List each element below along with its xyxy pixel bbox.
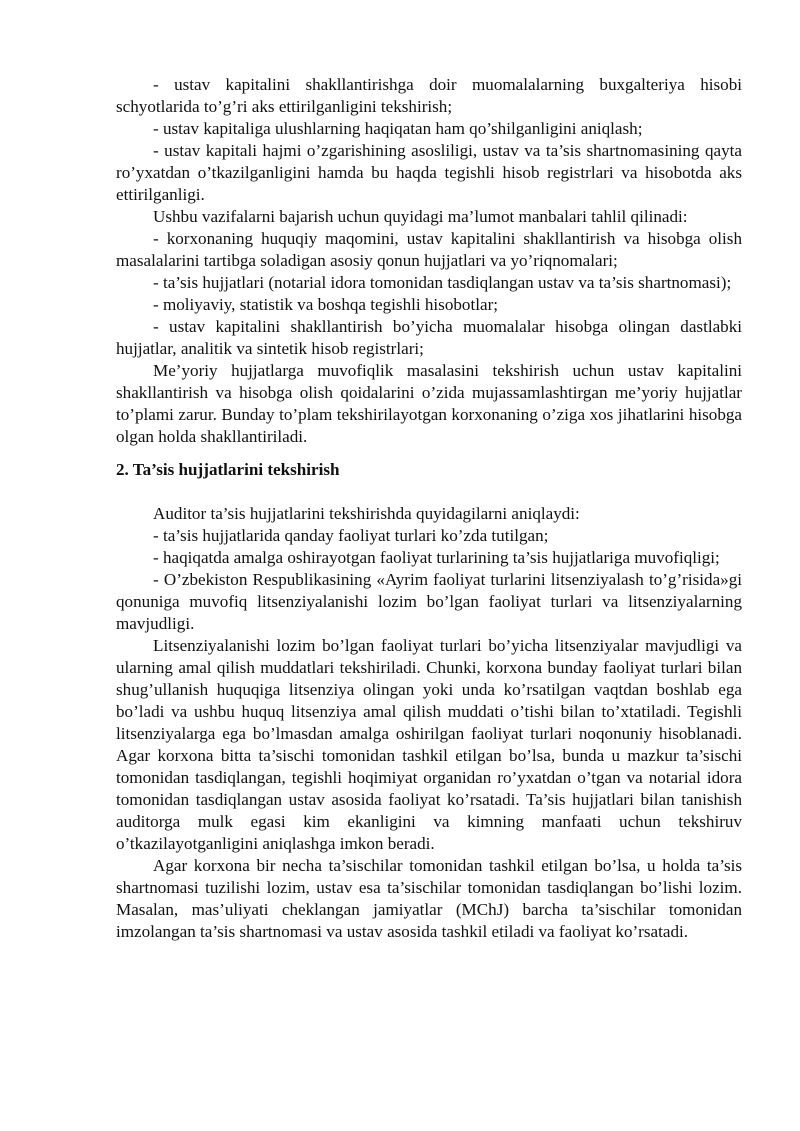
list-item-licensing-law: - O’zbekiston Respublikasining «Ayrim faoliyat turlarini litsenziyalash to’g’risida»gi qonuniga muvofiq litsenziyalanishi lozim bo’lgan faoliyat turlari va litsenziyalarning mavjudligi.	[116, 570, 742, 633]
list-item-share-contribution: - ustav kapitaliga ulushlarning haqiqatan ham qo’shilganligini aniqlash;	[153, 119, 643, 138]
list-item-primary-records: - ustav kapitalini shakllantirish bo’yicha muomalalar hisobga olingan dastlabki hujjatlar, analitik va sintetik hisob registrlari;	[116, 317, 742, 358]
paragraph-multiple-founders: Agar korxona bir necha ta’sischilar tomonidan tashkil etilgan bo’lsa, u holda ta’sis shartnomasi tuzilishi lozim, ustav esa ta’sischilar tomonidan tasdiqlangan bo’lishi lozim. Masalan, mas’uliyati cheklangan jamiyatlar (MChJ) barcha ta’sischilar tomonidan imzolangan ta’sis shartnomasi va ustav asosida tashkil etiladi va faoliyat ko’rsatadi.	[116, 856, 742, 941]
document-page	[116, 74, 742, 943]
list-item-actual-activity: - haqiqatda amalga oshirayotgan faoliyat turlarining ta’sis hujjatlariga muvofiqligi;	[153, 548, 720, 567]
list-item-activity-types: - ta’sis hujjatlarida qanday faoliyat turlari ko’zda tutilgan;	[153, 526, 549, 545]
paragraph-sources-intro: Ushbu vazifalarni bajarish uchun quyidagi ma’lumot manbalari tahlil qilinadi:	[153, 207, 688, 226]
list-item-founding-documents: - ta’sis hujjatlari (notarial idora tomonidan tasdiqlangan ustav va ta’sis shartnomasi);	[153, 273, 732, 292]
paragraph-licenses: Litsenziyalanishi lozim bo’lgan faoliyat turlari bo’yicha litsenziyalar mavjudligi va ularning amal qilish muddatlari tekshiriladi. Chunki, korxona bunday faoliyat turlari bilan shug’ullanish huquqiga litsenziya olingan yoki unda ko’rsatilgan vaqtdan boshlab ega bo’ladi va ushbu huquq litsenziya amal qilish muddati o’tishi bilan to’xtatiladi. Tegishli litsenziyalarga ega bo’lmasdan amalga oshirilgan faoliyat turlari noqonuniy hisoblanadi. Agar korxona bitta ta’sischi tomonidan tashkil etilgan bo’lsa, bunda u mazkur ta’sischi tomonidan tasdiqlangan, tegishli hoqimiyat organidan ro’yxatdan o’tgan va notarial idora tomonidan tasdiqlangan ustav asosida faoliyat ko’rsatadi. Ta’sis hujjatlari bilan tanishish auditorga mulk egasi kim ekanligini va kimning manfaati uchun tekshiruv o’tkazilayotganligini aniqlashga imkon beradi.	[116, 636, 742, 853]
list-item-capital-change: - ustav kapitali hajmi o’zgarishining asosliligi, ustav va ta’sis shartnomasining qayta ro’yxatdan o’tkazilganligini hamda bu haqda tegishli hisob registrlari va hisobotda aks ettirilganligi.	[116, 141, 742, 204]
list-item-legal-documents: - korxonaning huquqiy maqomini, ustav kapitalini shakllantirish va hisobga olish masalalarini tartibga soladigan asosiy qonun hujjatlari va yo’riqnomalari;	[116, 229, 742, 270]
paragraph-auditor-intro: Auditor ta’sis hujjatlarini tekshirishda quyidagilarni aniqlaydi:	[153, 504, 580, 523]
section-heading: 2. Ta’sis hujjatlarini tekshirish	[116, 460, 340, 479]
paragraph-normative-compliance: Me’yoriy hujjatlarga muvofiqlik masalasini tekshirish uchun ustav kapitalini shakllantirish va hisobga olish qoidalarini o’zida mujassamlashtirgan me’yoriy hujjatlar to’plami zarur. Bunday to’plam tekshirilayotgan korxonaning o’ziga xos jihatlarini hisobga olgan holda shakllantiriladi.	[116, 361, 742, 446]
list-item-reports: - moliyaviy, statistik va boshqa tegishli hisobotlar;	[153, 295, 499, 314]
list-item-accounting-reflection: - ustav kapitalini shakllantirishga doir muomalalarning buxgalteriya hisobi schyotlarida to’g’ri aks ettirilganligini tekshirish;	[116, 75, 742, 116]
